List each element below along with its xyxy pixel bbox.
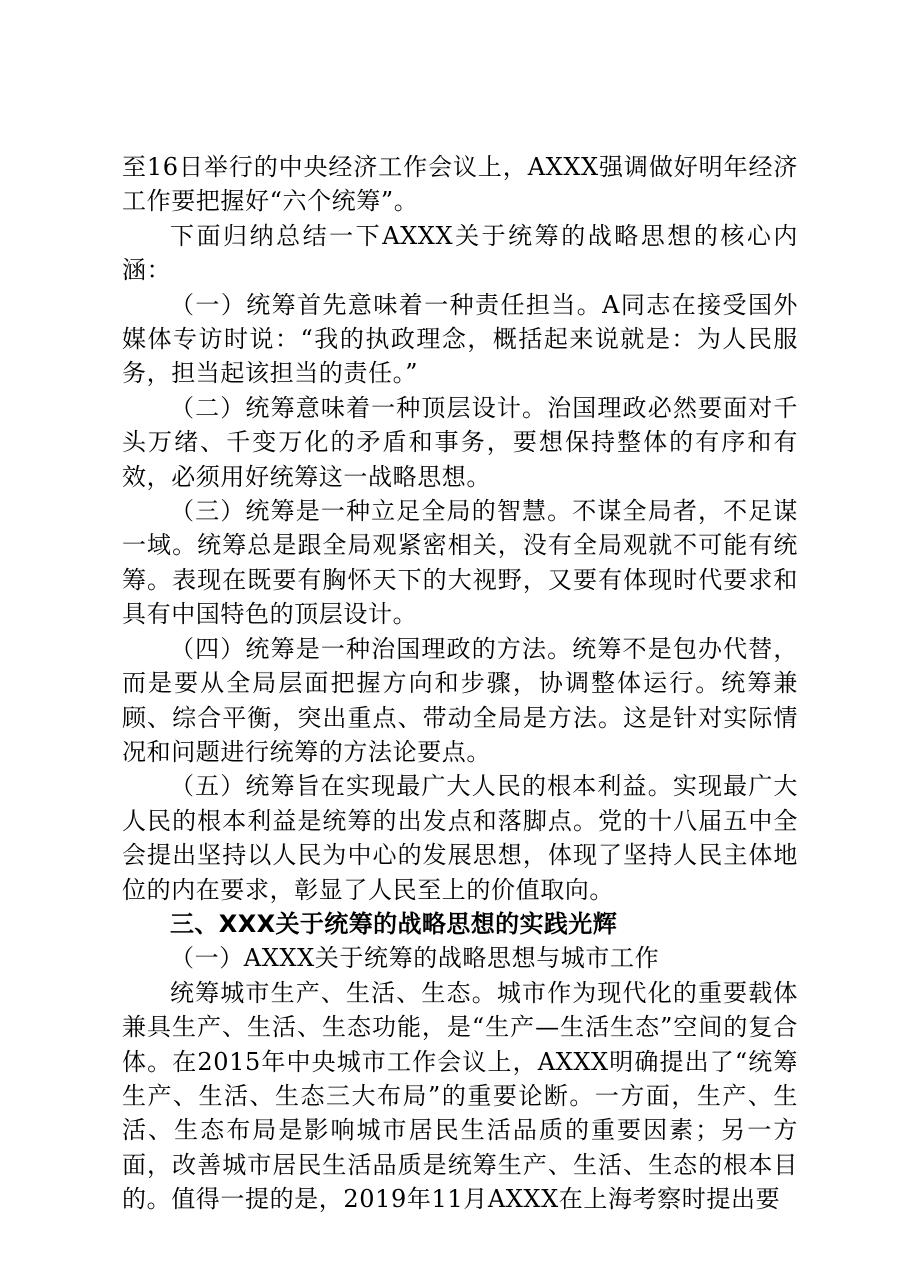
paragraph-body: 统筹城市生产、生活、生态。城市作为现代化的重要载体兼具生产、生活、生态功能，是“生产—生活生态”空间的复合体。在2015年中央城市工作会议上，AXXX明确提出了“统筹生产、生活、生态三大布局”的重要论断。一方面，生产、生活、生态布局是影响城市居民生活品质的重要因素；另一方面，改善城市居民生活品质是统筹生产、生活、生态的根本目的。值得一提的是，2019年11月AXXX在上海考察时提出要: [122, 978, 798, 1214]
paragraph-point-1: （一）统筹首先意味着一种责任担当。A同志在接受国外媒体专访时说：“我的执政理念，概括起来说就是：为人民服务，担当起该担当的责任。”: [122, 290, 798, 388]
paragraph-point-4: （四）统筹是一种治国理政的方法。统筹不是包办代替，而是要从全局层面把握方向和步骤，协调整体运行。统筹兼顾、综合平衡，突出重点、带动全局是方法。这是针对实际情况和问题进行统筹的方法论要点。: [122, 634, 798, 766]
subsection-heading: （一）AXXX关于统筹的战略思想与城市工作: [170, 944, 660, 973]
paragraph-continuation: 至16日举行的中央经济工作会议上，AXXX强调做好明年经济工作要把握好“六个统筹”。: [122, 153, 798, 216]
paragraph-intro: 下面归纳总结一下AXXX关于统筹的战略思想的核心内涵：: [122, 221, 798, 285]
paragraph-point-5: （五）统筹旨在实现最广大人民的根本利益。实现最广大人民的根本利益是统筹的出发点和落脚点。党的十八届五中全会提出坚持以人民为中心的发展思想，体现了坚持人民主体地位的内在要求，彰显了人民至上的价值取向。: [122, 772, 798, 904]
paragraph-point-2: （二）统筹意味着一种顶层设计。治国理政必然要面对千头万绪、千变万化的矛盾和事务，要想保持整体的有序和有效，必须用好统筹这一战略思想。: [122, 393, 798, 491]
document-body: [122, 150, 798, 1217]
paragraph-point-3: （三）统筹是一种立足全局的智慧。不谋全局者，不足谋一域。统筹总是跟全局观紧密相关，没有全局观就不可能有统筹。表现在既要有胸怀天下的大视野，又要有体现时代要求和具有中国特色的顶层设计。: [122, 497, 798, 629]
section-heading: 三、XXX关于统筹的战略思想的实践光辉: [170, 909, 618, 938]
